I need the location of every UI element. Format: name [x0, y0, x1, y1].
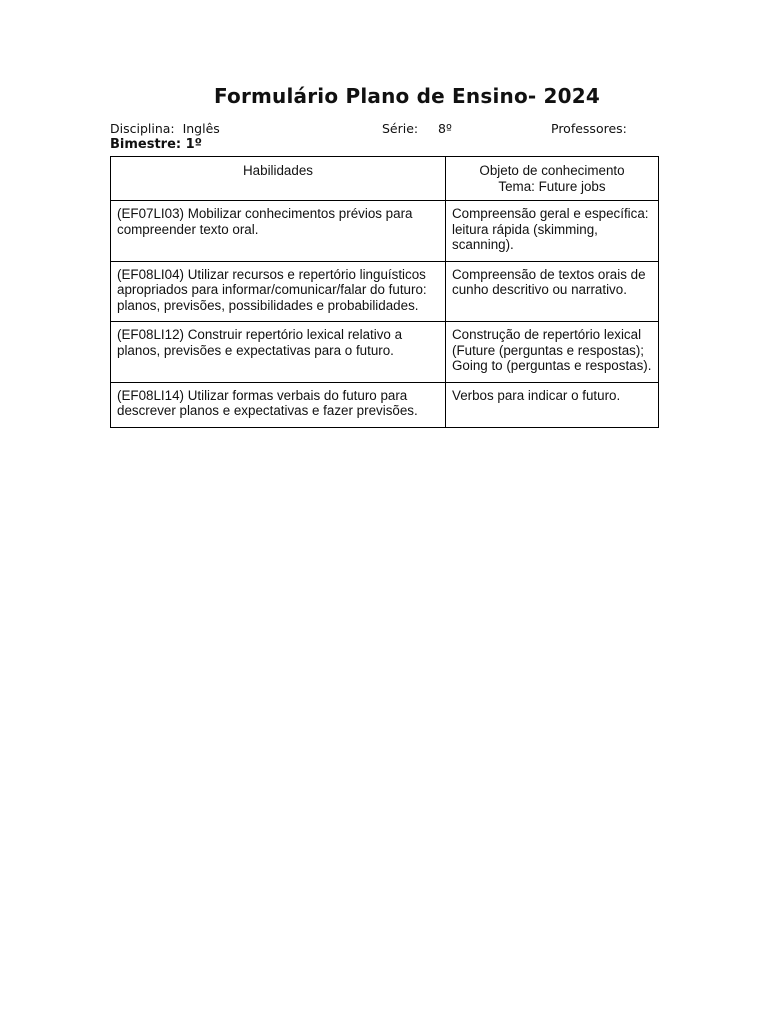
header-objeto-conhecimento	[446, 157, 659, 201]
habilidade-cell: (EF07LI03) Mobilizar conhecimentos prévios para compreender texto oral.	[111, 201, 446, 262]
table-row	[111, 261, 659, 322]
table-row	[111, 322, 659, 383]
objeto-cell: Construção de repertório lexical (Future (perguntas e respostas); Going to (perguntas e respostas).	[446, 322, 659, 383]
habilidade-cell: (EF08LI04) Utilizar recursos e repertório linguísticos apropriados para informar/comunicar/falar do futuro: planos, previsões, possibilidades e probabilidades.	[111, 261, 446, 322]
objeto-cell: Compreensão geral e específica: leitura rápida (skimming, scanning).	[446, 201, 659, 262]
header-objeto-line2: Tema: Future jobs	[498, 178, 606, 194]
objeto-cell: Compreensão de textos orais de cunho descritivo ou narrativo.	[446, 261, 659, 322]
header-habilidades: Habilidades	[111, 157, 446, 201]
page-title: Formulário Plano de Ensino- 2024	[213, 84, 601, 108]
bimestre-label: Bimestre: 1º	[110, 137, 203, 152]
habilidade-cell: (EF08LI12) Construir repertório lexical relativo a planos, previsões e expectativas para o futuro.	[111, 322, 446, 383]
objeto-cell: Verbos para indicar o futuro.	[446, 382, 659, 427]
header-objeto-line1: Objeto de conhecimento	[479, 163, 625, 178]
serie-label: Série: 8º	[382, 121, 452, 136]
disciplina-label: Disciplina: Inglês	[110, 121, 220, 136]
teaching-plan-table	[110, 156, 659, 428]
habilidade-cell: (EF08LI14) Utilizar formas verbais do futuro para descrever planos e expectativas e fazer previsões.	[111, 382, 446, 427]
table-row	[111, 201, 659, 262]
professores-label: Professores:	[551, 121, 627, 136]
table-header-row	[111, 157, 659, 201]
table-row	[111, 382, 659, 427]
